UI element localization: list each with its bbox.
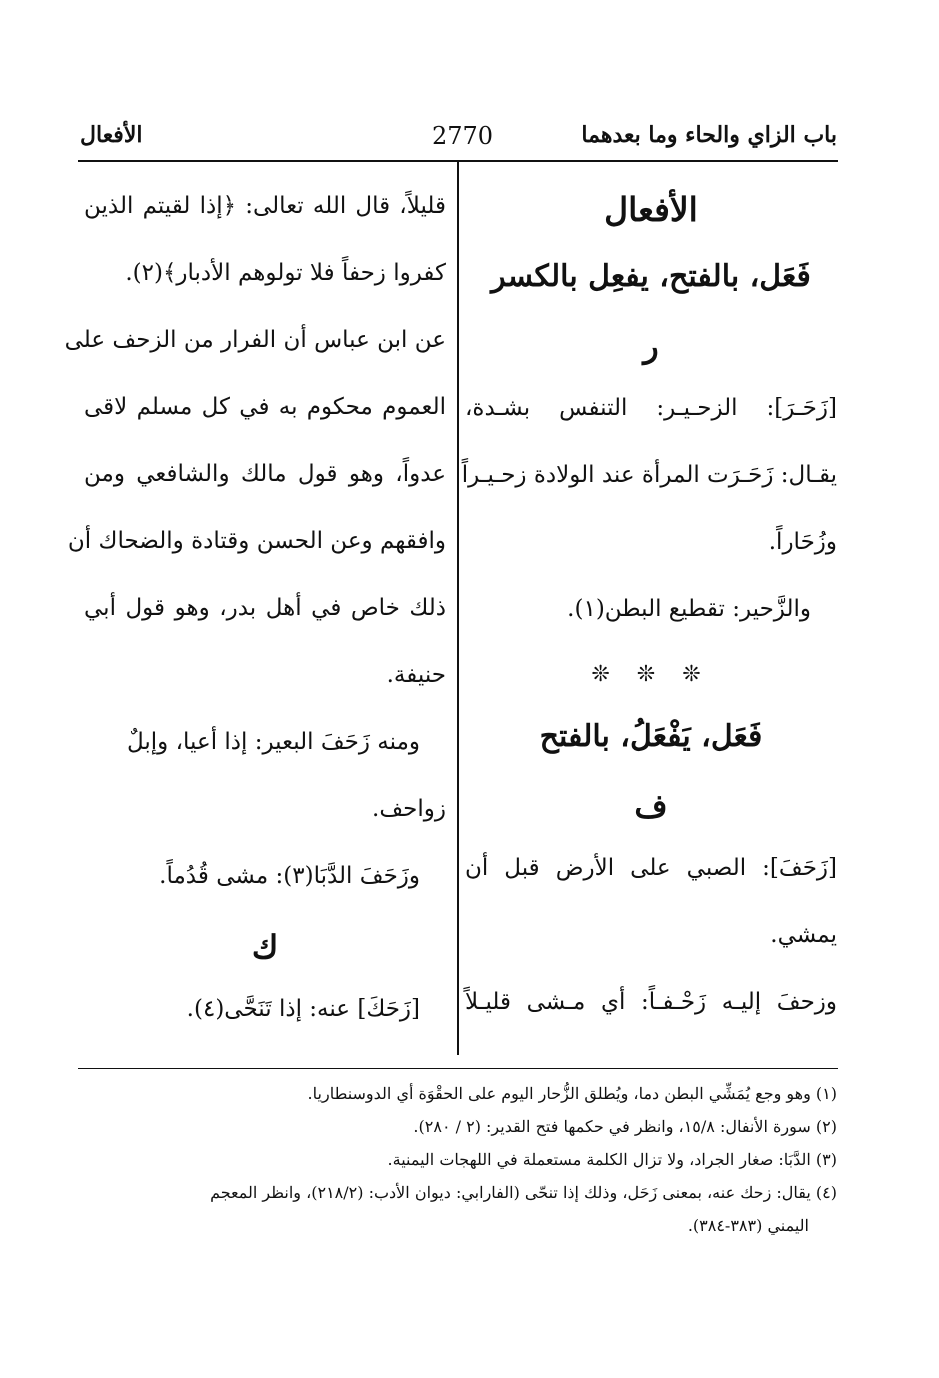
entry-line: عدواً، وهو قول مالك والشافعي ومن xyxy=(84,461,446,487)
entry-line: ومنه زَحَفَ البعير: إذا أعيا، وإبلٌ xyxy=(126,729,420,755)
footnotes xyxy=(79,1083,837,1248)
chapter-header: باب الزاي والحاء وما بعدهما xyxy=(581,122,837,148)
entry-line: يمشي. xyxy=(770,922,837,948)
entry-line: وزحفَ إليـه زَحْـفـاً: أي مـشى قليـلاً xyxy=(465,989,837,1015)
entry-line: يقـال: زَحَـرَت المرأة عند الولادة زحـيـراً xyxy=(461,462,837,488)
section-title: الأفعال xyxy=(604,190,698,229)
entry-line: زواحف. xyxy=(372,796,446,822)
entry-line: وزَحَفَ الدَّبَا(٣): مشى قُدُماً. xyxy=(159,863,420,889)
left-column xyxy=(64,190,446,1060)
footnote-1: (١) وهو وجع يُمَشِّي البطن دما، ويُطلق الزُّحار اليوم على الحقْوَة أي الدوسنطاريا. xyxy=(307,1084,837,1103)
entry-line: وافقهم وعن الحسن وقتادة والضحاك أن xyxy=(67,528,446,554)
separator-stars: ❊ ❊ ❊ xyxy=(591,662,711,687)
entry-line: [زَحَفَ]: الصبي على الأرض قبل أن xyxy=(465,855,837,881)
entry-line: حنيفة. xyxy=(386,662,446,688)
footnote-4: (٤) يقال: زحك عنه، بمعنى زَحَل، وذلك إذا تنحّى (الفارابي: ديوان الأدب: (٢١٨/٢)، وانظر المعجم xyxy=(210,1183,837,1202)
page-number: 2770 xyxy=(432,122,494,150)
pattern-heading-2: فَعَل، يَفْعَلُ، بالفتح xyxy=(539,719,763,754)
footnote-4-continued: اليمني (٣٨٣-٣٨٤). xyxy=(687,1216,809,1235)
footnote-3: (٣) الدَّبَا: صغار الجراد، ولا تزال الكلمة مستعملة في اللهجات اليمنية. xyxy=(387,1150,837,1169)
letter-heading-kaf: ك xyxy=(251,928,279,966)
letter-heading-ra: ر xyxy=(643,327,659,365)
right-column xyxy=(461,190,837,1053)
entry-line: والزَّحير: تقطيع البطن(١). xyxy=(567,596,811,622)
footnote-2: (٢) سورة الأنفال: ١٥/٨، وانظر في حكمها فتح القدير: (٢ / ٢٨٠). xyxy=(413,1117,837,1136)
section-header: الأفعال xyxy=(80,122,143,148)
entry-line: [زَحَكَ] عنه: إذا تَنَحَّى(٤). xyxy=(186,996,420,1022)
entry-line: ذلك خاص في أهل بدر، وهو قول أبي xyxy=(84,595,446,621)
entry-line: قليلاً، قال الله تعالى: ﴿إذا لقيتم الذين xyxy=(84,193,446,219)
letter-heading-fa: ف xyxy=(634,787,668,825)
entry-line: وزُحَاراً. xyxy=(768,529,837,555)
entry-line: العموم محكوم به في كل مسلم لاقى xyxy=(84,394,446,420)
entry-line: [زَحَـرَ]: الزحـيـر: التنفس بشـدة، xyxy=(465,395,837,421)
entry-line: كفروا زحفاً فلا تولوهم الأدبار﴾(٢). xyxy=(125,260,446,286)
pattern-heading-1: فَعَل، بالفتح، يفعِل بالكسر xyxy=(491,259,811,294)
entry-line: عن ابن عباس أن الفرار من الزحف على xyxy=(64,327,446,353)
column-divider xyxy=(457,162,459,1055)
footnote-rule xyxy=(78,1068,838,1069)
